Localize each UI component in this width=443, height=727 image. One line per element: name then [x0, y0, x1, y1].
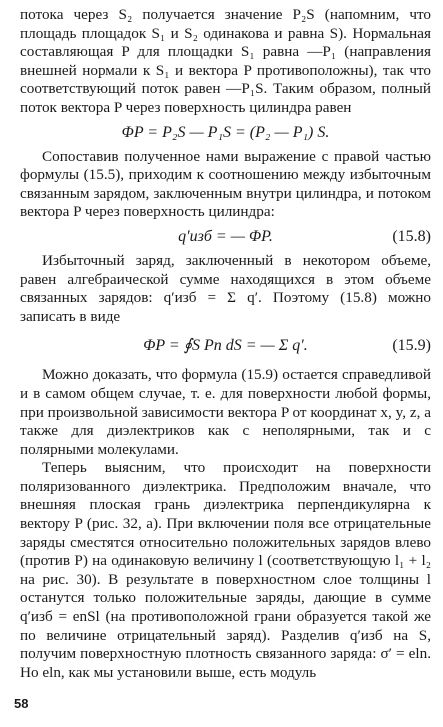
- paragraph-general-case: Можно доказать, что формула (15.9) остается справедливой и в самом общем случае, т. е. для поверхности любой формы, при произвольной зависимости вектора P от координат x, y, z, а также для диэлектриков как с неполярными, так и с полярными молекулами.: [20, 366, 431, 458]
- paragraph-surface-charges: Теперь выясним, что происходит на поверхности поляризованного диэлектрика. Предположим вначале, что внешняя плоская грань диэлектрика перпендикулярна к вектору P (рис. 32, a). При включении поля все отрицательные заряды сместятся относительно положительных зарядов влево (против P) на одинаковую величину l (соответствующую l₁ + l₂ на рис. 30). В результате в поверхностном слое толщины l останутся только положительные заряды, дающие в сумме q′изб = enSl (на противоположной грани образуется такой же по величине отрицательный заряд). Разделив q′изб на S, получим поверхностную плотность связанного заряда: σ′ = eln. Но eln, как мы установили выше, есть модуль: [20, 459, 431, 681]
- equation-15-8-number: (15.8): [392, 227, 431, 245]
- page-number: 58: [14, 696, 29, 711]
- equation-15-9-text: ΦP = ∮S Pn dS = — Σ q′.: [143, 337, 308, 355]
- equation-total-flux-text: ΦP = P₂S — P₁S = (P₂ — P₁) S.: [121, 123, 330, 141]
- equation-15-9-number: (15.9): [392, 337, 431, 355]
- equation-total-flux: [20, 122, 431, 144]
- equation-15-9: [20, 329, 431, 363]
- equation-15-8-text: q′изб = — ΦP.: [178, 227, 273, 245]
- paragraph-comparison: Сопоставив полученное нами выражение с правой частью формулы (15.5), приходим к соотношению между избыточным связанным зарядом, заключенным внутри цилиндра, и потоком вектора P через поверхность цилиндра:: [20, 147, 431, 221]
- paragraph-flux-intro: потока через S₂ получается значение P₂S (напомним, что площадь площадок S₁ и S₂ одинакова и равна S). Нормальная составляющая P для площадки S₁ равна —P₁ (направления внешней нормали к S₁ и вектора P противоположны), так что соответствующий поток равен —P₁S. Таким образом, полный поток вектора P через поверхность цилиндра равен: [20, 6, 431, 116]
- equation-15-8: [20, 226, 431, 248]
- paragraph-excess-charge: Избыточный заряд, заключенный в некотором объеме, равен алгебраической сумме находящихся в этом объеме связанных зарядов: q′изб = Σ q′. Поэтому (15.8) можно записать в виде: [20, 251, 431, 325]
